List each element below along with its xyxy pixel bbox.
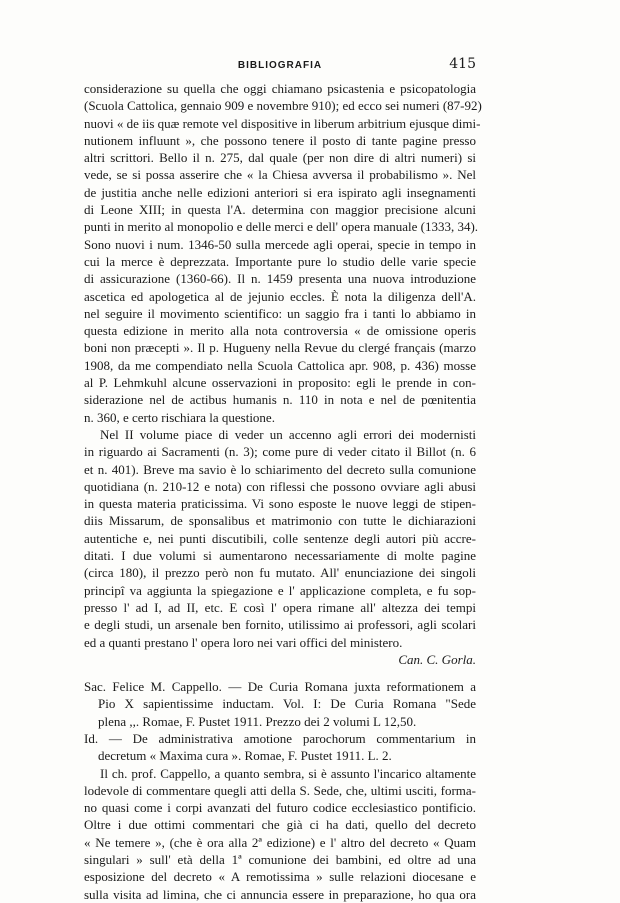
text-line: Sac. Felice M. Cappello. — De Curia Romana juxta reformationem a xyxy=(84,679,476,695)
page-number: 415 xyxy=(449,56,476,72)
text-line: no quasi come i corpi avanzati del futuro codice ecclesiastico pontificio. xyxy=(84,800,476,816)
text-line: 1908, da me compendiato nella Scuola Cattolica apr. 908, p. 436) mosse xyxy=(84,357,476,373)
text-line: presso l' ad I, ad II, etc. E così l' opera rimane all' altezza dei tempi xyxy=(84,599,476,615)
text-line: questa edizione in merito alla nota controversia « de omissione operis xyxy=(84,323,476,339)
text-line: quotidiana (n. 210-12 e nota) con riflessi che possono ovviare agli abusi xyxy=(84,478,476,494)
text-line: (circa 180), il prezzo però non fu mutato. All' enunciazione dei singoli xyxy=(84,565,476,581)
text-line: nutionem influunt », che possono tenere il posto di tante pagine presso xyxy=(84,132,476,148)
text-line: ed a quanti prestano l' opera loro nei vari offici del ministero. xyxy=(84,634,403,650)
text-line: Nel II volume piace di veder un accenno agli errori dei modernisti xyxy=(100,426,476,442)
text-line: e degli studi, un arsenale ben fornito, utilissimo ai professori, agli scolari xyxy=(84,617,476,633)
text-line: Sono nuovi i num. 1346-50 sulla mercede agli operai, specie in tempo in xyxy=(84,236,476,252)
text-line: de justitia anche nelle edizioni anteriori si era ispirato agli insegnamenti xyxy=(84,184,476,200)
text-line: in riguardo ai Sacramenti (n. 3); come pure di veder citato il Billot (n. 6 xyxy=(84,444,476,460)
text-line: singulari » sull' età della 1ª comunione dei bambini, ed oltre ad una xyxy=(84,852,476,868)
text-line: Id. — De administrativa amotione parochorum commentarium in xyxy=(84,730,476,746)
text-line: Pio X sapientissime inductam. Vol. I: De Curia Romana "Sede xyxy=(98,696,476,712)
text-line: ditati. I due volumi si aumentarono necessariamente di molte pagine xyxy=(84,548,476,564)
text-line: altri scrittori. Bello il n. 275, dal quale (per non dire di altri numeri) si xyxy=(84,150,476,166)
text-line: n. 360, e certo rischiara la questione. xyxy=(84,409,275,425)
text-line: esposizione del decreto « A remotissima » sulle relazioni diocesane e xyxy=(84,869,476,885)
text-line: « Ne temere », (che è ora alla 2ª edizione) e l' altro del decreto « Quam xyxy=(84,834,476,850)
text-line: sulla visita ad limina, che ci annuncia essere in preparazione, ho qua ora xyxy=(84,886,476,902)
text-line: plena ,,. Romae, F. Pustet 1911. Prezzo dei 2 volumi L 12,50. xyxy=(98,713,417,729)
text-line: vede, se si possa asserire che « la Chiesa avversa il probabilismo ». Nel xyxy=(84,167,476,183)
text-line: et n. 401). Breve ma savio è lo schiarimento del decreto sulla comunione xyxy=(84,461,476,477)
page-header xyxy=(84,56,476,76)
running-title: BIBLIOGRAFIA xyxy=(237,60,323,71)
body-text xyxy=(84,80,482,903)
text-line: al P. Lehmkuhl alcune osservazioni in proposito: egli le prende in con- xyxy=(84,375,476,391)
text-line: principî va aggiunta la spiegazione e l' applicazione completa, e fu sop- xyxy=(84,582,476,598)
text-line: di Leone XIII; in questa l'A. determina con maggior precisione alcuni xyxy=(84,202,476,218)
text-line: Oltre i due ottimi commentari che già ci ha dati, quello del decreto xyxy=(84,817,476,833)
text-line: in questa materia praticissima. Vi sono esposte le nuove leggi de stipen- xyxy=(84,496,476,512)
text-line: di assicurazione (1360-66). Il n. 1459 presenta una nuova introduzione xyxy=(84,271,476,287)
text-line: Il ch. prof. Cappello, a quanto sembra, si è assunto l'incarico altamente xyxy=(100,765,476,781)
text-line: lodevole di commentare quegli atti della S. Sede, che, ultimi usciti, forma- xyxy=(84,782,476,798)
text-line: nel seguire il movimento scientifico: un saggio fra i tanti lo abbiamo in xyxy=(84,305,476,321)
review-signature: Can. C. Gorla. xyxy=(398,651,476,667)
text-line: considerazione su quella che oggi chiamano psicastenia e psicopatologia xyxy=(84,81,476,96)
text-line: siderazione nel de actibus humanis n. 110 in nota e nel de pœnitentia xyxy=(84,392,476,408)
text-line: boni non præcepti ». Il p. Hugueny nella Revue du clergé français (marzo xyxy=(84,340,476,356)
text-line: punti in merito al monopolio e delle merci e dell' opera manuale (1333, 34). xyxy=(84,219,479,235)
text-line: decretum « Maxima cura ». Romae, F. Pustet 1911. L. 2. xyxy=(98,748,392,764)
text-line: (Scuola Cattolica, gennaio 909 e novembre 910); ed ecco sei numeri (87-92) xyxy=(84,98,482,114)
text-line: ascetica ed apologetica al de jejunio eccles. È nota la diligenza dell'A. xyxy=(84,288,476,304)
text-line: cui la merce è deprezzata. Importante pure lo studio delle varie specie xyxy=(84,253,476,269)
text-line: autentiche e, nei punti discutibili, colle sentenze degli autori più accre- xyxy=(84,530,476,546)
text-line: diis Missarum, de sponsalibus et matrimonio con tutte le dichiarazioni xyxy=(84,513,476,529)
text-line: nuovi « de iis quæ remote vel dispositive in liberum arbitrium ejusque dimi- xyxy=(84,115,481,131)
